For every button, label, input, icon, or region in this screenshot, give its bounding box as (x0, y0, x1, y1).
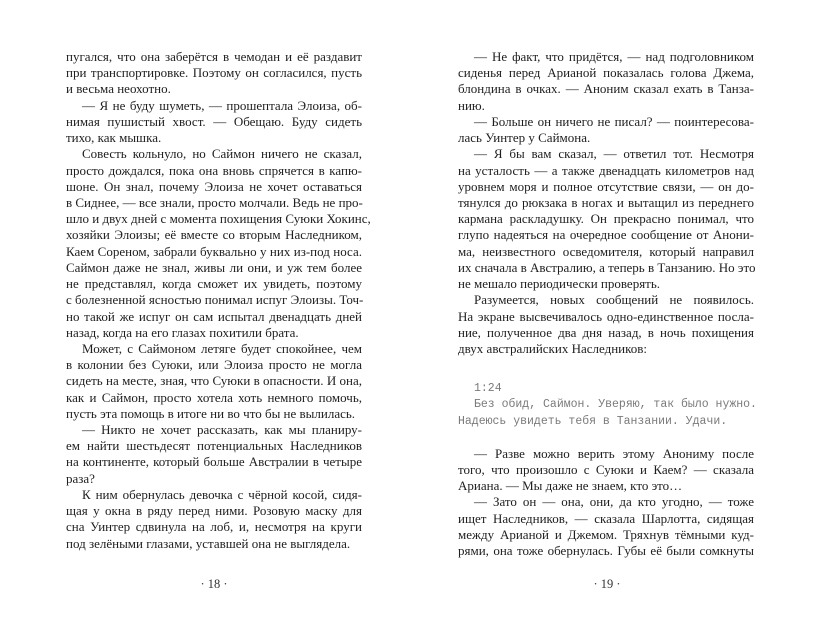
text-line: но такой же испуг он сам испытал двенадцать дней (66, 308, 362, 324)
left-page (66, 49, 371, 552)
page-number-right: · 19 · (593, 577, 621, 591)
text-line: — Я бы вам сказал, — ответил тот. Несмотря (474, 146, 754, 162)
text-line: тихо, как мышка. (66, 130, 162, 146)
paragraph (458, 114, 754, 146)
text-line: с болезненной ясностью понимал испуг Элоизы. Точ- (66, 292, 364, 308)
text-line: На экране высвечивалось одно-единственное посла- (458, 308, 754, 324)
text-line: Совесть кольнуло, но Саймон ничего не сказал, (82, 146, 362, 162)
message-block (458, 381, 757, 430)
paragraph (66, 49, 362, 98)
paragraph (66, 98, 362, 147)
text-line: Саймон даже не знал, живы ли они, и уж тем более (66, 259, 362, 275)
text-line: пусть эта помощь в итоге ни во что бы не вылилась. (66, 405, 356, 421)
paragraph (458, 446, 754, 495)
paragraph (458, 494, 754, 559)
text-line: уровнем моря и полное отсутствие связи, — он до- (458, 178, 754, 194)
text-line: рями, она тоже обернулась. Губы её были сомкнуты (458, 543, 754, 559)
text-line: сидеть на месте, зная, что Суюки в опасности. И она, (66, 373, 362, 389)
text-line: кармана раскладушку. Он прекрасно понимал, что (458, 211, 754, 227)
text-line: — Больше он ничего не писал? — поинтересова- (474, 113, 754, 129)
text-line: под зелёными глазами, уставшей она не выглядела. (66, 535, 351, 551)
paragraph (66, 341, 362, 422)
right-page (458, 49, 757, 559)
text-line: Ариана. — Мы даже не знаем, кто это… (458, 478, 683, 494)
text-line: К ним обернулась девочка с чёрной косой, сидя- (82, 486, 362, 502)
text-line: на усталость — а также двенадцать километров над (458, 162, 754, 178)
text-line: раза? (66, 470, 95, 486)
text-line: и весьма неохотно. (66, 81, 171, 97)
text-line: на континенте, который больше Австралии в четыре (66, 454, 362, 470)
paragraph (66, 422, 362, 487)
text-line: ем найти шестьдесят потенциальных Наследников (66, 438, 362, 454)
paragraph (66, 146, 371, 341)
text-line: нию. (458, 97, 485, 113)
text-line: хозяйки Элоизы; её вместе со вторым Наследником, (66, 227, 362, 243)
paragraph (458, 292, 754, 357)
text-line: как и Саймон, просто хотела хоть немного помочь, (66, 389, 362, 405)
text-line: блондина в очках. — Аноним сказал ехать в Танза- (458, 81, 754, 97)
text-line: назад, когда на его глазах похитили брата. (66, 324, 299, 340)
text-line: — Не факт, что придётся, — над подголовником (474, 49, 754, 64)
text-line: нимая пушистый хвост. — Обещаю. Буду сидеть (66, 113, 362, 129)
text-line: не представлял, когда сможет их увидеть, поэтому (66, 276, 362, 292)
text-line: шло и двух дней с момента похищения Суюки Хокинс, (66, 211, 371, 227)
text-line: ние, полученное два дня назад, в ночь похищения (458, 324, 754, 340)
text-line: щая у окна в ряду перед ними. Розовую маску для (66, 503, 362, 519)
page-number-left: · 18 · (200, 577, 228, 591)
text-line: просто дождался, пока она вновь спрячется в капю- (66, 162, 362, 178)
message-line: Без обид, Саймон. Уверяю, так было нужно. (474, 398, 757, 412)
paragraph (66, 487, 362, 552)
message-line: Надеюсь увидеть тебя в Танзании. Удачи. (458, 414, 728, 428)
text-line: не мешало периодически проверять. (458, 276, 661, 292)
text-line: сиденья перед Арианой показалась голова Джема, (458, 65, 754, 81)
text-line: — Разве можно верить этому Анониму после (474, 445, 754, 461)
text-line: того, что произошло с Суюки и Каем? — сказала (458, 462, 754, 478)
text-line: в колонии без Суюки, или Элоиза просто не могла (66, 357, 362, 373)
text-line: шоне. Он знал, почему Элоиза не хочет оставаться (66, 178, 362, 194)
text-line: при транспортировке. Поэтому он согласился, пусть (66, 65, 362, 81)
text-line: Разумеется, новых сообщений не появилось. (474, 292, 754, 308)
text-line: лась Уинтер у Саймона. (458, 130, 591, 146)
text-line: двух австралийских Наследников: (458, 340, 648, 356)
text-line: Каем Сореном, забрали буквально у них из-под носа. (66, 243, 362, 259)
text-line: Может, с Саймоном летяге будет спокойнее, чем (82, 340, 362, 356)
text-line: ма, неизвестного осведомителя, который направил (458, 243, 754, 259)
text-line: между Арианой и Джемом. Тряхнув тёмными куд- (458, 526, 754, 542)
paragraph (458, 146, 754, 292)
text-line: глупо надеяться на очередное сообщение от Анони- (458, 227, 754, 243)
paragraph (458, 49, 754, 114)
text-line: — Никто не хочет рассказать, как мы планиру- (82, 422, 362, 438)
text-line: в Сиднее, — все знали, просто молчали. Ведь не про- (66, 194, 363, 210)
message-time: 1:24 (474, 382, 502, 396)
text-line: — Зато он — она, они, да кто угодно, — тоже (474, 494, 754, 510)
text-line: — Я не буду шуметь, — прошептала Элоиза, об- (82, 97, 362, 113)
text-line: пугался, что она заберётся в чемодан и её раздавит (66, 49, 362, 64)
text-line: тянулся до рюкзака в ногах и вытащил из переднего (458, 194, 754, 210)
text-line: сна Уинтер сдвинула на лоб, и, несмотря на круги (66, 519, 362, 535)
text-line: их сначала в Австралию, а теперь в Танзанию. Но это (458, 259, 756, 275)
text-line: ищет Наследников, — сказала Шарлотта, сидящая (458, 510, 754, 526)
